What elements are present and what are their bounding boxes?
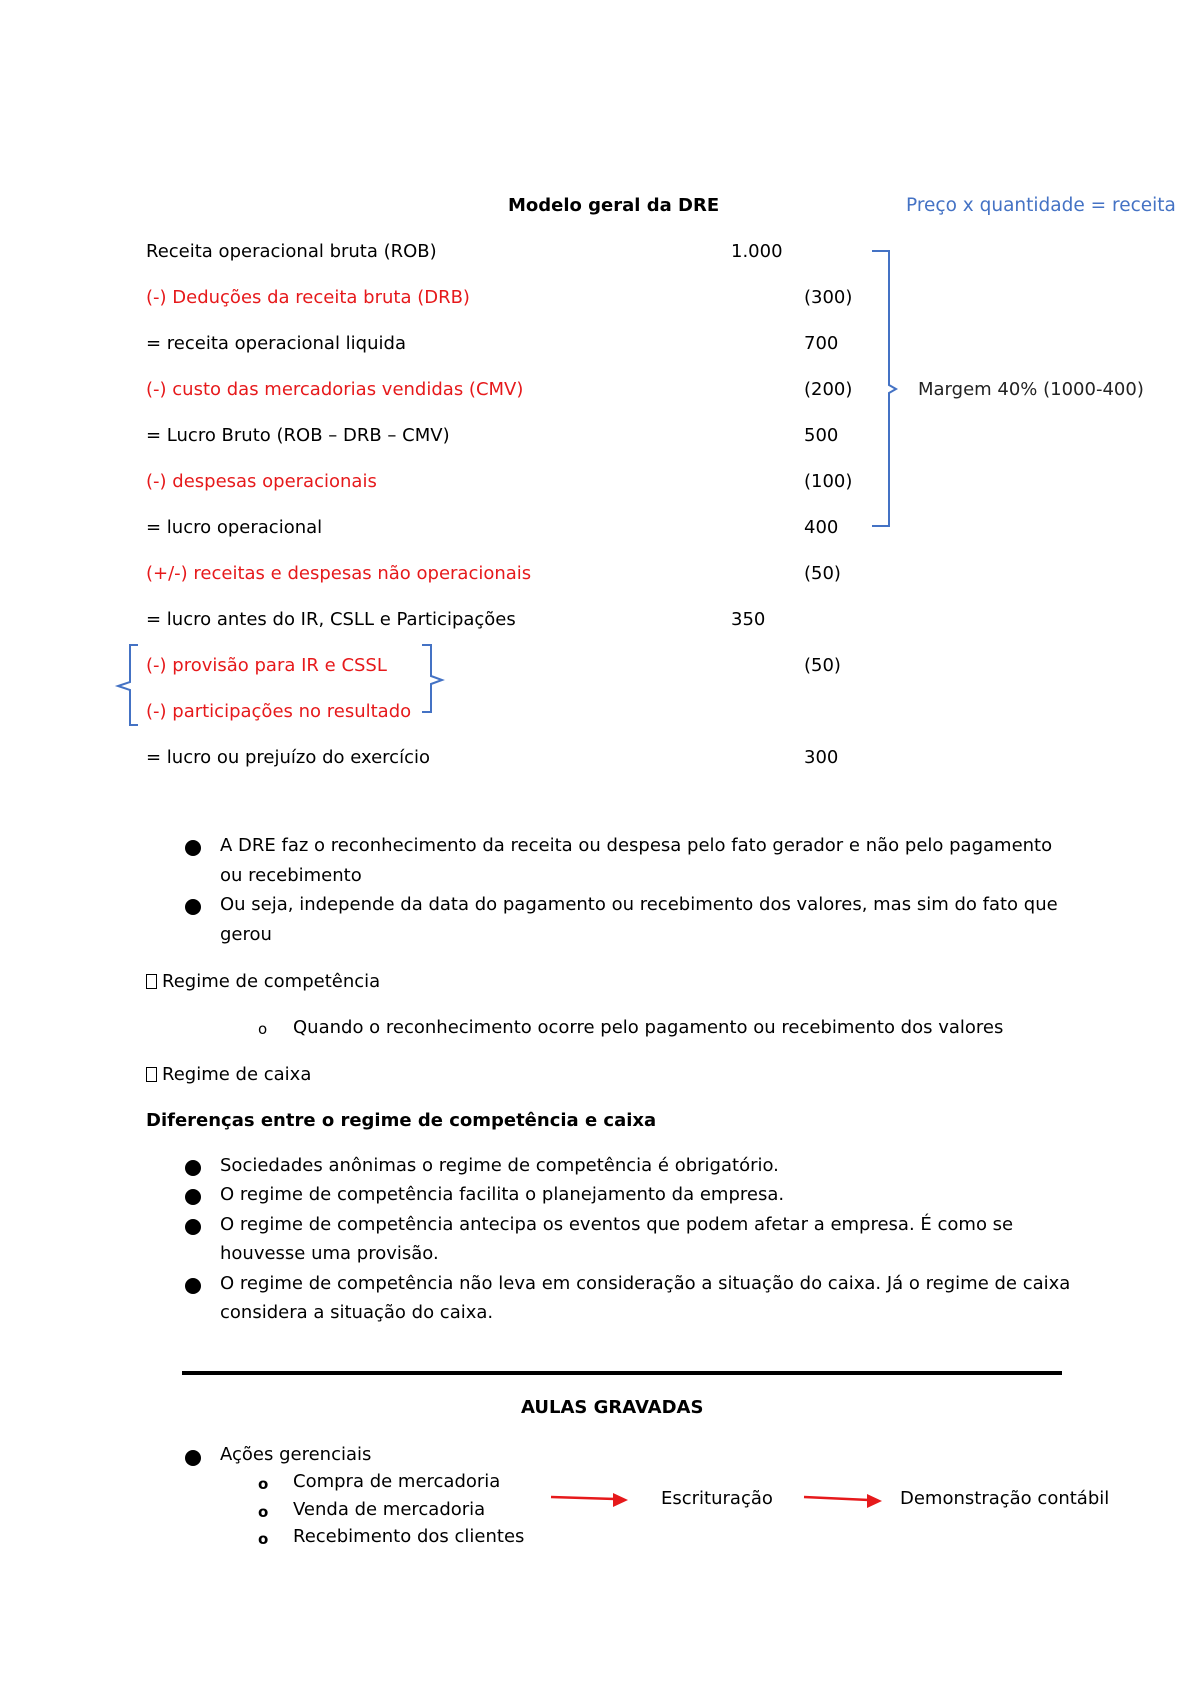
dre-row-label: (-) Deduções da receita bruta (DRB) — [146, 287, 470, 308]
bullet-text: O regime de competência não leva em consideração a situação do caixa. Já o regime de caixa — [220, 1273, 1071, 1294]
acoes-text: Ações gerenciais — [220, 1444, 372, 1465]
dre-row-label: = Lucro Bruto (ROB – DRB – CMV) — [146, 425, 450, 446]
missing-glyph-icon — [146, 974, 157, 989]
bullet-text: A DRE faz o reconhecimento da receita ou despesa pelo fato gerador e não pelo pagamento — [220, 835, 1053, 856]
bullet-text: ou recebimento — [220, 865, 362, 886]
dre-row-label: (-) participações no resultado — [146, 701, 412, 722]
regime-caixa-line — [146, 1063, 311, 1087]
flow-step: Demonstração contábil — [900, 1488, 1110, 1509]
dre-row-label: (+/-) receitas e despesas não operacionais — [146, 563, 532, 584]
bullet-text: O regime de competência antecipa os eventos que podem afetar a empresa. É como se — [220, 1214, 1014, 1235]
dre-row-value: (300) — [804, 287, 853, 308]
missing-glyph-icon — [146, 1067, 157, 1082]
flow-arrow-2 — [804, 1497, 869, 1500]
dre-row-value: 700 — [804, 333, 839, 354]
ir-left-brace — [118, 645, 138, 725]
flow-step: Escrituração — [661, 1488, 773, 1509]
dre-row-value: 350 — [731, 609, 766, 630]
sub-bullet-icon: o — [258, 1020, 268, 1038]
dre-row-value: 500 — [804, 425, 839, 446]
dre-row-label: = receita operacional liquida — [146, 333, 406, 354]
dre-row-label: (-) provisão para IR e CSSL — [146, 655, 387, 676]
acoes-item: Recebimento dos clientes — [293, 1526, 525, 1547]
flow-arrow-1-head — [613, 1493, 628, 1507]
dre-row-label: Receita operacional bruta (ROB) — [146, 241, 437, 262]
bullet-text: gerou — [220, 924, 272, 945]
bullet-text: Ou seja, independe da data do pagamento ou recebimento dos valores, mas sim do fato que — [220, 894, 1058, 915]
bullet-icon — [185, 1450, 201, 1466]
sub-bullet-icon: o — [258, 1503, 269, 1521]
dre-row-label: (-) despesas operacionais — [146, 471, 377, 492]
bullet-icon — [185, 840, 201, 856]
sub-bullet-icon: o — [258, 1530, 269, 1548]
flow-arrow-2-head — [867, 1494, 882, 1508]
dre-row-label: = lucro antes do IR, CSLL e Participações — [146, 609, 516, 630]
dre-row-label: = lucro ou prejuízo do exercício — [146, 747, 430, 768]
bullet-text: houvesse uma provisão. — [220, 1243, 439, 1264]
bullet-icon — [185, 1278, 201, 1294]
regime-competencia-line — [146, 970, 380, 994]
bullet-text: Sociedades anônimas o regime de competência é obrigatório. — [220, 1155, 779, 1176]
ir-right-brace — [422, 645, 442, 712]
dre-row-value: 300 — [804, 747, 839, 768]
bullet-icon — [185, 1219, 201, 1235]
dre-row-value: (100) — [804, 471, 853, 492]
dre-row-value: 1.000 — [731, 241, 783, 262]
acoes-item: Venda de mercadoria — [293, 1499, 486, 1520]
aulas-heading: AULAS GRAVADAS — [521, 1397, 704, 1418]
bullet-icon — [185, 899, 201, 915]
bullet-icon — [185, 1189, 201, 1205]
margin-bracket — [872, 251, 896, 526]
horizontal-divider — [182, 1371, 1062, 1375]
side-note: Preço x quantidade = receita — [906, 195, 1176, 216]
margin-note: Margem 40% (1000-400) — [918, 379, 1144, 400]
section-heading: Diferenças entre o regime de competência e caixa — [146, 1110, 657, 1131]
bullet-icon — [185, 1160, 201, 1176]
dre-row-label: (-) custo das mercadorias vendidas (CMV) — [146, 379, 524, 400]
sub-bullet-icon: o — [258, 1475, 269, 1493]
dre-row-value: (200) — [804, 379, 853, 400]
dre-row-value: (50) — [804, 563, 841, 584]
regime-caixa-text: Regime de caixa — [162, 1064, 312, 1085]
dre-row-value: 400 — [804, 517, 839, 538]
page-title: Modelo geral da DRE — [508, 195, 720, 216]
acoes-item: Compra de mercadoria — [293, 1471, 501, 1492]
sub-bullet-text: Quando o reconhecimento ocorre pelo pagamento ou recebimento dos valores — [293, 1017, 1004, 1038]
regime-competencia-text: Regime de competência — [162, 971, 381, 992]
bullet-text: O regime de competência facilita o planejamento da empresa. — [220, 1184, 785, 1205]
bullet-text: considera a situação do caixa. — [220, 1302, 494, 1323]
flow-arrow-1 — [551, 1497, 615, 1499]
dre-row-value: (50) — [804, 655, 841, 676]
dre-row-label: = lucro operacional — [146, 517, 323, 538]
